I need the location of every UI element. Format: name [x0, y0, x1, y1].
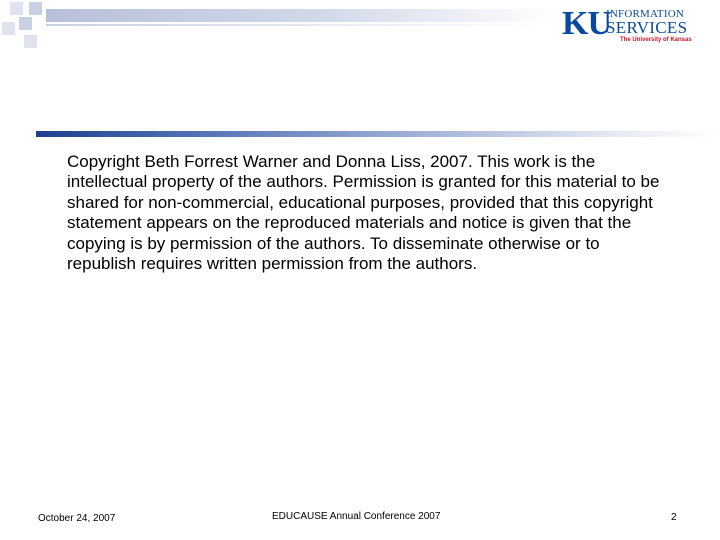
logo-line-information: INFORMATION: [606, 8, 684, 20]
decor-square: [10, 2, 23, 15]
footer-page-number: 2: [671, 512, 677, 523]
decor-square: [2, 22, 15, 35]
logo-line-services: SERVICES: [606, 18, 688, 37]
ku-information-services-logo: [562, 5, 692, 46]
header-thin-line: [46, 24, 546, 26]
decor-square: [19, 17, 32, 30]
logo-ku-mark: KU: [562, 5, 611, 42]
title-divider-bar: [36, 131, 720, 137]
footer-date: October 24, 2007: [38, 513, 116, 524]
logo-line-university: The University of Kansas: [620, 37, 692, 43]
decor-square: [24, 35, 37, 48]
copyright-statement: Copyright Beth Forrest Warner and Donna Liss, 2007. This work is the intellectual property of the authors. Permission is granted for this material to be shared for non-commercial, educational purposes, provided that this copyright statement appears on the reproduced materials and notice is given that the copying is by permission of the authors. To disseminate otherwise or to republish requires written permission from the authors.: [67, 152, 660, 274]
footer-conference-title: EDUCAUSE Annual Conference 2007: [272, 511, 441, 522]
header-stripe: [46, 9, 556, 22]
decor-square: [29, 2, 42, 15]
